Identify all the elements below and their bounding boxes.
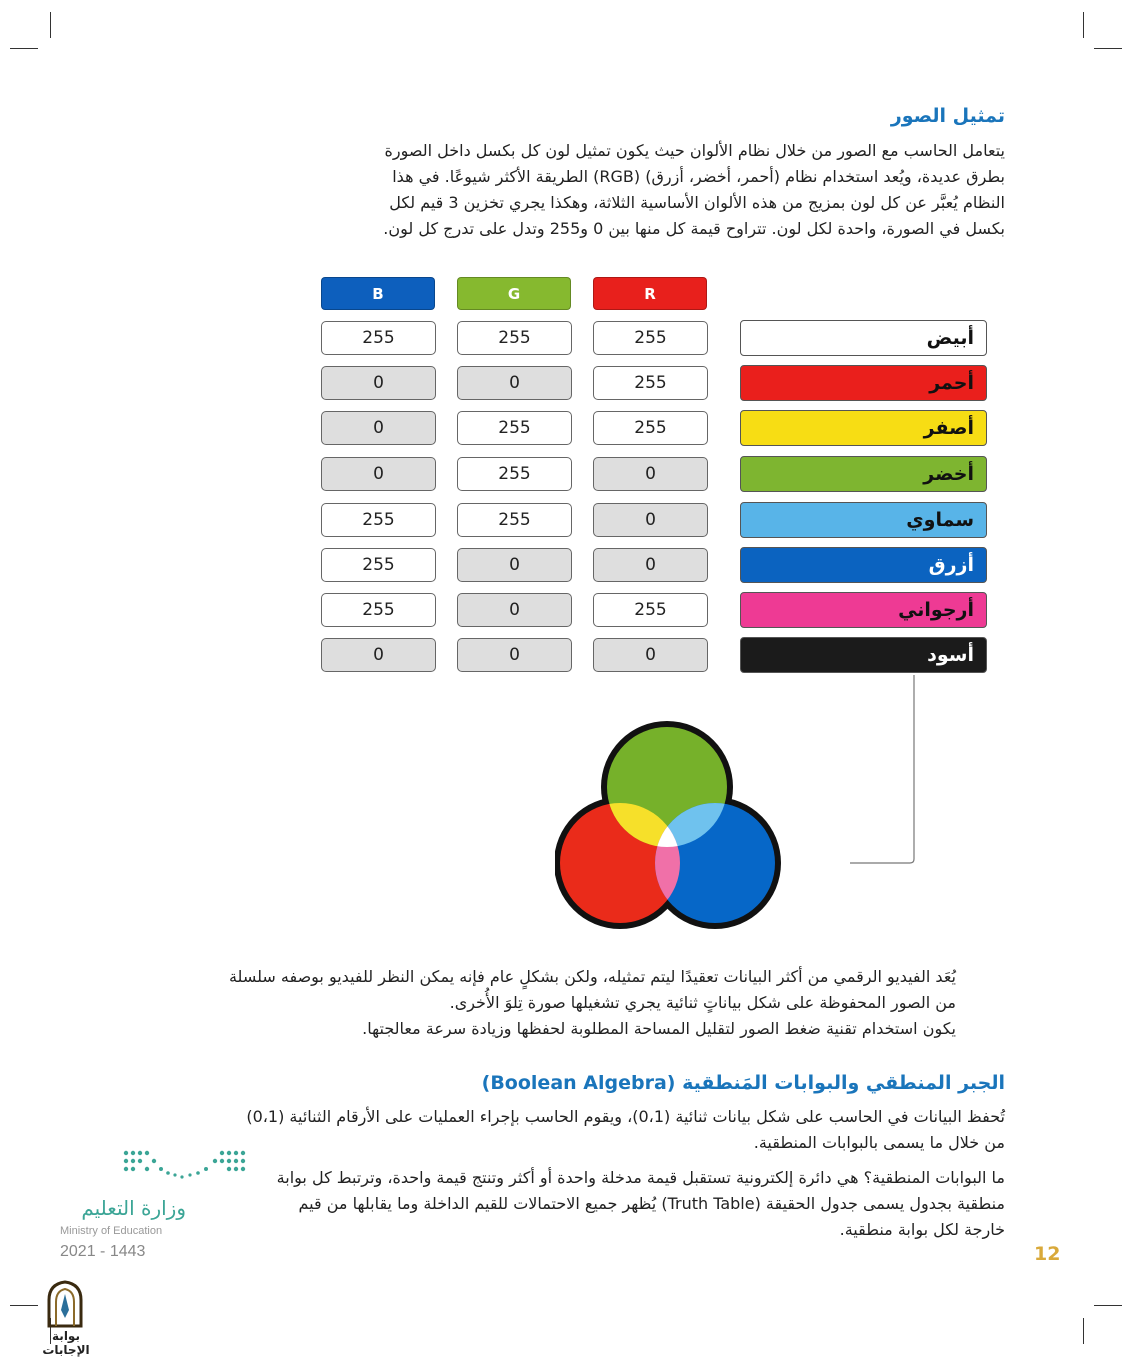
ministry-logo-icon — [120, 1145, 248, 1185]
crop-mark — [10, 1305, 38, 1306]
portal-label: بوابة الإجابات — [42, 1329, 90, 1357]
crop-mark — [50, 12, 51, 38]
gates-line: ما البوابات المنطقية؟ هي دائرة إلكترونية تستقبل قيمة مدخلة واحدة أو أكثر وتنتج قيمة واحدة، وترتبط كل بوابة — [276, 1168, 1005, 1187]
value-cell: 255 — [321, 593, 436, 627]
swatch-magenta: أرجواني — [740, 592, 987, 628]
value-cell: 255 — [457, 411, 572, 445]
swatch-blue: أزرق — [740, 547, 987, 583]
value-cell: 255 — [321, 503, 436, 537]
edition-year: 2021 - 1443 — [60, 1243, 146, 1260]
crop-mark — [1083, 1318, 1084, 1344]
rgb-venn-diagram — [555, 715, 790, 930]
value-cell: 0 — [457, 638, 572, 672]
crop-mark — [1094, 48, 1122, 49]
boolean-line: من خلال ما يسمى بالبوابات المنطقية. — [753, 1133, 1005, 1152]
intro-line: يتعامل الحاسب مع الصور من خلال نظام الألوان حيث يكون تمثيل لون كل بكسل داخل الصورة — [384, 141, 1005, 160]
value-cell: 255 — [321, 548, 436, 582]
section-title: تمثيل الصور — [890, 105, 1005, 127]
page-number: 12 — [1034, 1243, 1061, 1265]
header-red: R — [593, 277, 707, 310]
value-cell: 0 — [321, 638, 436, 672]
intro-line: النظام يُعبَّر عن كل لون بمزيج من هذه الألوان الأساسية الثلاثة، وهكذا يجري تخزين 3 قيم لكل — [389, 193, 1005, 212]
intro-paragraph — [365, 138, 1005, 242]
value-cell: 255 — [593, 593, 708, 627]
swatch-white: أبيض — [740, 320, 987, 356]
value-cell: 0 — [321, 457, 436, 491]
portal-logo-icon — [45, 1280, 85, 1330]
connector-line — [850, 673, 920, 868]
value-cell: 0 — [593, 548, 708, 582]
value-cell: 0 — [457, 548, 572, 582]
swatch-green: أخضر — [740, 456, 987, 492]
value-cell: 0 — [593, 638, 708, 672]
gates-line: خارجة لكل بوابة منطقية. — [839, 1220, 1005, 1239]
value-cell: 0 — [593, 457, 708, 491]
value-cell: 255 — [593, 411, 708, 445]
swatch-red: أحمر — [740, 365, 987, 401]
boolean-line: تُحفظ البيانات في الحاسب على شكل بيانات ثنائية (0،1)، ويقوم الحاسب بإجراء العمليات على الأرقام الثنائية (0،1) — [246, 1107, 1005, 1126]
value-cell: 0 — [321, 411, 436, 445]
value-cell: 255 — [321, 321, 436, 355]
video-line: يُعَد الفيديو الرقمي من أكثر البيانات تعقيدًا ليتم تمثيله، ولكن بشكلٍ عام فإنه يمكن النظر للفيديو بوصفه سلسلة — [228, 967, 956, 986]
video-line: من الصور المحفوظة على شكل بياناتٍ ثنائية يجري تشغيلها صورة تِلوَ الأُخرى. — [449, 993, 956, 1012]
value-cell: 0 — [593, 503, 708, 537]
video-line: يكون استخدام تقنية ضغط الصور لتقليل المساحة المطلوبة لحفظها وزيادة سرعة معالجتها. — [362, 1019, 956, 1038]
swatch-black: أسود — [740, 637, 987, 673]
gates-paragraph — [245, 1165, 1005, 1243]
value-cell: 255 — [593, 366, 708, 400]
header-green: G — [457, 277, 571, 310]
value-cell: 255 — [457, 503, 572, 537]
value-cell: 0 — [457, 366, 572, 400]
boolean-title: الجبر المنطقي والبوابات المَنطقية (Boolean Algebra) — [481, 1072, 1005, 1094]
intro-line: بطرق عديدة، ويُعد استخدام نظام (أحمر، أخضر، أزرق) (RGB) الطريقة الأكثر شيوعًا. في هذا — [392, 167, 1005, 186]
value-cell: 255 — [457, 457, 572, 491]
swatch-cyan: سماوي — [740, 502, 987, 538]
intro-line: بكسل في الصورة، واحدة لكل لون. تتراوح قيمة كل منها بين 0 و255 وتدل على تدرج كل لون. — [383, 219, 1005, 238]
swatch-yellow: أصفر — [740, 410, 987, 446]
ministry-name-en: Ministry of Education — [60, 1225, 163, 1237]
value-cell: 0 — [321, 366, 436, 400]
value-cell: 255 — [457, 321, 572, 355]
header-blue: B — [321, 277, 435, 310]
value-cell: 0 — [457, 593, 572, 627]
ministry-name-ar: وزارة التعليم — [81, 1196, 186, 1220]
value-cell: 255 — [593, 321, 708, 355]
crop-mark — [10, 48, 38, 49]
boolean-paragraph — [225, 1104, 1005, 1156]
gates-line: منطقية بجدول يسمى جدول الحقيقة (Truth Table) يُظهر جميع الاحتمالات للقيم الداخلة وما يقابلها من قيم — [298, 1194, 1005, 1213]
video-paragraph — [196, 964, 956, 1042]
crop-mark — [1083, 12, 1084, 38]
crop-mark — [1094, 1305, 1122, 1306]
